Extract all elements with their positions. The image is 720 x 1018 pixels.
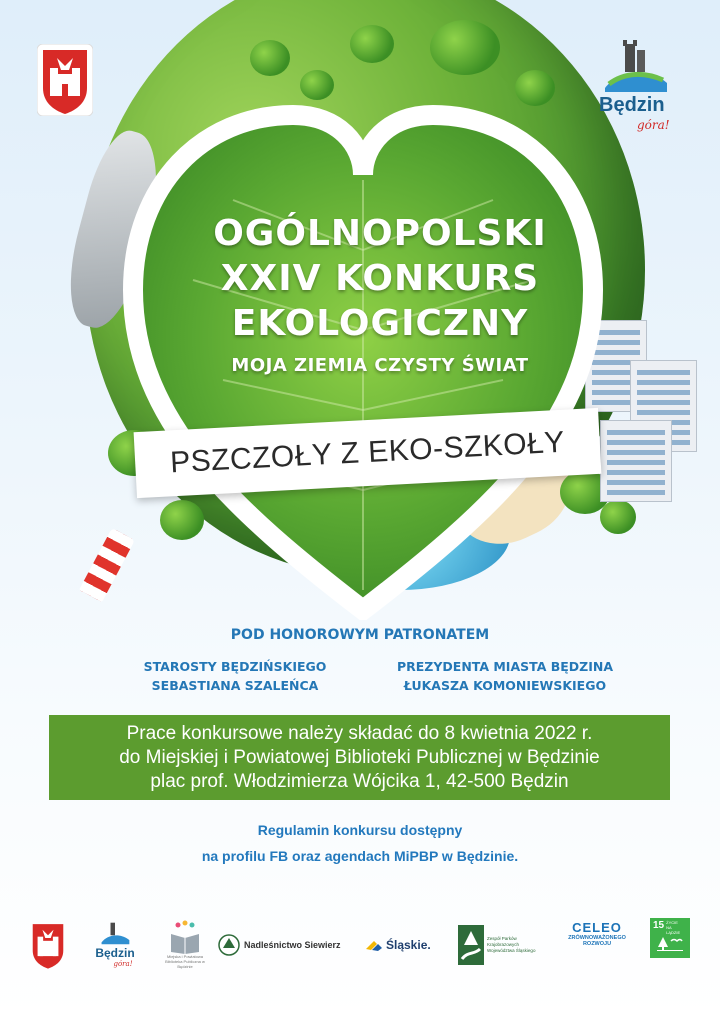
partner-logos	[0, 890, 720, 1000]
title-line-1: OGÓLNOPOLSKI	[213, 213, 547, 254]
patron-president	[375, 657, 635, 695]
footer-sdg15-logo	[650, 918, 690, 958]
bedzin-city-logo	[595, 38, 675, 138]
bedzin-logo-tagline: góra!	[637, 118, 670, 132]
landscape-park-icon	[458, 925, 484, 965]
sdg-label: ŻYCIE NA LĄDZIE	[666, 920, 681, 935]
footer-celeo-name: CELEO	[572, 920, 622, 935]
footer-nadlesnictwo-logo	[218, 920, 348, 970]
footer-slaskie-name: Śląskie.	[386, 938, 431, 952]
title-line-2: XXIV KONKURS	[220, 258, 540, 299]
submission-info-box	[49, 715, 670, 800]
footer-coat-of-arms-icon	[28, 920, 68, 970]
footer-library-name: Miejska i Powiatowa Biblioteka Publiczna w Będzinie	[165, 954, 205, 969]
footer-parks-name: Zespół Parków Krajobrazowych Województwa Śląskiego	[487, 936, 536, 953]
title-line-3: EKOLOGICZNY	[231, 303, 529, 344]
tree	[250, 40, 290, 76]
footer-bedzin-logo	[90, 920, 140, 970]
rules-line-2: na profilu FB oraz agendach MiPBP w Będzinie.	[201, 848, 519, 864]
footer-celeo-logo	[562, 920, 632, 970]
info-line-1: Prace konkursowe należy składać do 8 kwietnia 2022 r.	[126, 722, 593, 744]
theme-banner: PSZCZOŁY Z EKO-SZKOŁY	[134, 408, 602, 498]
bedzin-castle-icon	[595, 38, 675, 96]
tree	[430, 20, 500, 75]
sdg-number: 15	[653, 920, 665, 931]
slaskie-icon	[365, 937, 383, 953]
bedzin-logo-name: Będzin	[599, 94, 665, 116]
info-line-2: do Miejskiej i Powiatowej Biblioteki Publicznej w Będzinie	[119, 746, 600, 768]
book-icon	[168, 920, 202, 954]
patronage-title: POD HONOROWYM PATRONATEM	[230, 627, 490, 643]
patron-starosta	[105, 657, 365, 695]
footer-bedzin-castle-icon	[95, 920, 135, 946]
footer-nadlesnictwo-name: Nadleśnictwo Siewierz	[244, 940, 341, 950]
rules-line-1: Regulamin konkursu dostępny	[257, 822, 463, 838]
info-line-3: plac prof. Włodzimierza Wójcika 1, 42-500 Będzin	[150, 770, 569, 792]
coat-of-arms-icon	[37, 44, 93, 116]
footer-library-logo	[160, 920, 210, 970]
patron-left-line-2: SEBASTIANA SZALEŃCA	[151, 678, 319, 693]
lasy-panstwowe-icon	[218, 934, 240, 956]
footer-celeo-sub2: ROZWOJU	[582, 941, 612, 947]
tree	[350, 25, 394, 63]
tree-bird-icon	[657, 935, 683, 951]
footer-bedzin-name: Będzin	[95, 946, 135, 960]
patron-right-line-2: ŁUKASZA KOMONIEWSKIEGO	[403, 678, 607, 693]
footer-celeo-sub1: ZRÓWNOWAŻONEGO	[568, 935, 626, 941]
footer-parks-logo	[458, 920, 548, 970]
subtitle: MOJA ZIEMIA CZYSTY ŚWIAT	[231, 355, 529, 376]
footer-slaskie-logo	[365, 920, 445, 970]
footer-bedzin-tagline: góra!	[113, 960, 133, 968]
patron-left-line-1: STAROSTY BĘDZIŃSKIEGO	[143, 659, 327, 674]
patron-right-line-1: PREZYDENTA MIASTA BĘDZINA	[396, 659, 614, 674]
